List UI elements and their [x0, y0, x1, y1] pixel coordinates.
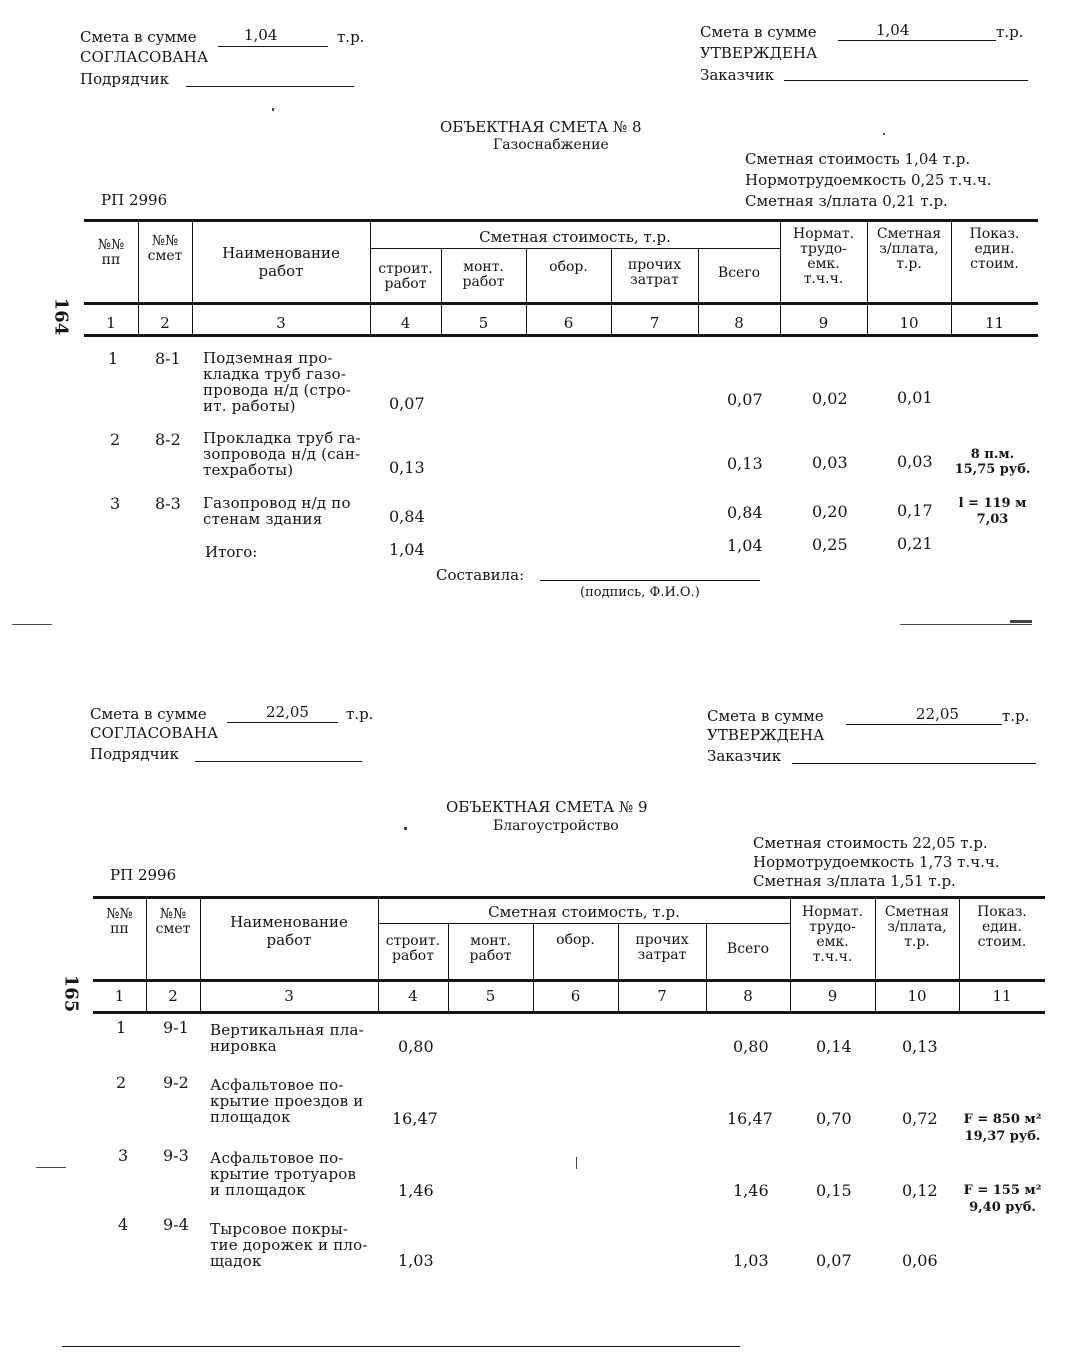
row-work-name: Асфальтовое по- крытие тротуаров и площадок [210, 1149, 357, 1199]
row-construction-cost: 16,47 [392, 1109, 438, 1128]
row-index: 1 [108, 349, 119, 368]
header-row-number: №№ пп [106, 906, 133, 937]
row-labor: 0,07 [816, 1251, 852, 1270]
row-construction-cost: 1,03 [398, 1251, 434, 1270]
approval-left [80, 29, 197, 46]
approval-right-amount: 1,04 [876, 21, 910, 39]
col-number: 1 [114, 987, 125, 1005]
row-index: 2 [110, 430, 121, 449]
table-top-rule [84, 219, 1038, 222]
project-code: РП 2996 [101, 191, 168, 209]
col-number: 7 [657, 987, 667, 1005]
row-unit-qty: 8 п.м. [970, 447, 1015, 462]
row-wages: 0,17 [897, 501, 933, 520]
page-bottom-rule [62, 1346, 740, 1347]
row-wages: 0,01 [897, 388, 933, 407]
row-construction-cost: 0,07 [389, 394, 425, 413]
col-number: 4 [408, 987, 418, 1005]
header-estimate-number: №№ смет [147, 233, 183, 264]
header-total: Всего [726, 941, 770, 957]
signature-line [792, 763, 1036, 764]
scan-artifact [900, 624, 1032, 625]
row-labor: 0,03 [812, 453, 848, 472]
summary-labor: Нормотрудоемкость 1,73 т.ч.ч. [753, 853, 1000, 871]
approval-left-amount: 1,04 [244, 26, 278, 44]
summary-labor: Нормотрудоемкость 0,25 т.ч.ч. [745, 171, 992, 189]
scan-artifact [12, 624, 52, 625]
row-labor: 0,20 [812, 502, 848, 521]
approval-right-party: Заказчик [700, 66, 775, 84]
col-number: 10 [907, 987, 927, 1005]
group-rule [378, 923, 790, 924]
header-rule [84, 302, 1038, 305]
row-work-name: Подземная про- кладка труб газо- провода н/д (стро- ит. работы) [203, 349, 351, 415]
row-unit-price: 9,40 руб. [969, 1200, 1036, 1215]
row-index: 3 [110, 494, 121, 513]
scan-artifact [576, 1157, 577, 1169]
col-number: 4 [400, 314, 411, 332]
total-labor: 0,25 [812, 535, 848, 554]
approval-left-label: Смета в сумме [80, 28, 197, 46]
header-work-name: Наименование работ [230, 913, 348, 949]
row-wages: 0,03 [897, 452, 933, 471]
row-index: 1 [116, 1018, 127, 1037]
row-labor: 0,14 [816, 1037, 852, 1056]
header-other: прочих затрат [635, 932, 689, 963]
approval-right-unit: т.р. [1002, 707, 1030, 725]
page-number: 164 [50, 297, 72, 336]
col-number: 1 [106, 314, 116, 332]
approval-left-party: Подрядчик [90, 745, 179, 763]
row-index: 3 [118, 1146, 129, 1165]
col-number: 6 [570, 987, 581, 1005]
row-labor: 0,70 [816, 1109, 852, 1128]
col-number: 9 [818, 314, 829, 332]
header-construction: строит. работ [385, 933, 441, 964]
row-construction-cost: 0,84 [389, 507, 425, 526]
approval-right-amount: 22,05 [916, 705, 959, 723]
col-number: 8 [743, 987, 753, 1005]
approval-left-status: СОГЛАСОВАНА [80, 48, 209, 66]
header-construction: строит. работ [378, 261, 433, 292]
col-number: 10 [899, 314, 919, 332]
summary-wages: Сметная з/плата 0,21 т.р. [745, 192, 948, 210]
total-cost: 1,04 [727, 536, 763, 555]
row-unit-price: 15,75 руб. [954, 462, 1031, 477]
total-construction-cost: 1,04 [389, 540, 425, 559]
row-wages: 0,72 [902, 1109, 938, 1128]
approval-left-unit: т.р. [337, 28, 365, 46]
col-number: 3 [276, 314, 286, 332]
row-wages: 0,12 [902, 1181, 938, 1200]
col-number: 3 [284, 987, 294, 1005]
header-equipment: обор. [549, 259, 588, 275]
approval-right-status: УТВЕРЖДЕНА [707, 726, 825, 744]
row-construction-cost: 0,13 [389, 458, 425, 477]
row-work-name: Тырсовое покры- тие дорожек и пло- щадок [210, 1220, 368, 1270]
summary-cost: Сметная стоимость 1,04 т.р. [745, 150, 971, 168]
header-labor: Нормат. трудо- емк. т.ч.ч. [801, 904, 864, 965]
row-unit-price: 7,03 [976, 512, 1009, 527]
row-estimate: 9-2 [163, 1073, 189, 1092]
signature-line [784, 80, 1028, 81]
row-work-name: Асфальтовое по- крытие проездов и площадок [210, 1076, 364, 1126]
col-number: 8 [734, 314, 744, 332]
summary-wages: Сметная з/плата 1,51 т.р. [753, 872, 956, 890]
row-total-cost: 0,07 [727, 390, 763, 409]
approval-left-label: Смета в сумме [90, 705, 207, 723]
scan-artifact [272, 108, 274, 111]
table-top-rule [93, 896, 1045, 899]
row-wages: 0,06 [902, 1251, 938, 1270]
header-labor: Нормат. трудо- емк. т.ч.ч. [792, 226, 855, 287]
approval-left-status: СОГЛАСОВАНА [90, 724, 219, 742]
scan-artifact [1010, 620, 1032, 623]
underline [218, 46, 328, 47]
col-number: 2 [168, 987, 178, 1005]
row-total-cost: 0,84 [727, 503, 763, 522]
header-wages: Сметная з/плата, т.р. [884, 904, 950, 950]
underline [227, 722, 338, 723]
number-rule [93, 1011, 1045, 1014]
underline [846, 724, 1002, 725]
scan-artifact [36, 1167, 66, 1168]
header-work-name: Наименование работ [222, 244, 340, 280]
group-rule [370, 248, 780, 249]
header-unit-cost: Показ. един. стоим. [977, 904, 1027, 950]
header-wages: Сметная з/плата, т.р. [876, 226, 942, 272]
header-total: Всего [717, 265, 761, 281]
scan-artifact [883, 133, 885, 135]
signature-line [540, 580, 760, 581]
row-index: 4 [118, 1215, 129, 1234]
approval-left-unit: т.р. [346, 705, 374, 723]
row-work-name: Вертикальная пла- нировка [210, 1021, 364, 1055]
approval-left-party: Подрядчик [80, 70, 169, 88]
compiled-by-label: Составила: [436, 566, 525, 584]
project-code: РП 2996 [110, 866, 177, 884]
approval-right-label: Смета в сумме [707, 707, 824, 725]
number-rule [84, 334, 1038, 337]
header-equipment: обор. [556, 932, 595, 948]
header-rule [93, 979, 1045, 982]
approval-right-party: Заказчик [707, 747, 782, 765]
col-number: 5 [478, 314, 489, 332]
row-estimate: 9-4 [163, 1215, 189, 1234]
row-estimate: 8-1 [155, 349, 181, 368]
row-total-cost: 1,03 [733, 1251, 769, 1270]
row-estimate: 8-2 [155, 430, 181, 449]
row-unit-qty: l = 119 м [958, 496, 1027, 511]
row-unit-price: 19,37 руб. [964, 1129, 1041, 1144]
estimate-title: ОБЪЕКТНАЯ СМЕТА № 9 [446, 798, 648, 816]
estimate-subtitle: Газоснабжение [493, 137, 609, 153]
summary-cost: Сметная стоимость 22,05 т.р. [753, 834, 988, 852]
row-construction-cost: 1,46 [398, 1181, 434, 1200]
row-index: 2 [116, 1073, 127, 1092]
signature-line [186, 86, 354, 87]
total-label: Итого: [205, 543, 258, 561]
row-estimate: 8-3 [155, 494, 181, 513]
row-wages: 0,13 [902, 1037, 938, 1056]
approval-right-label: Смета в сумме [700, 23, 817, 41]
col-number: 5 [485, 987, 496, 1005]
total-wages: 0,21 [897, 534, 933, 553]
row-estimate: 9-1 [163, 1018, 189, 1037]
estimate-title: ОБЪЕКТНАЯ СМЕТА № 8 [440, 118, 642, 136]
row-construction-cost: 0,80 [398, 1037, 434, 1056]
approval-left-amount: 22,05 [266, 703, 309, 721]
scan-artifact [404, 827, 407, 830]
col-number: 11 [984, 314, 1005, 332]
col-number: 9 [827, 987, 838, 1005]
signature-hint: (подпись, Ф.И.О.) [580, 585, 700, 600]
estimate-subtitle: Благоустройство [493, 818, 619, 834]
row-work-name: Газопровод н/д по стенам здания [203, 494, 351, 528]
col-number: 11 [992, 987, 1012, 1005]
row-total-cost: 0,80 [733, 1037, 769, 1056]
approval-right-unit: т.р. [996, 23, 1024, 41]
approval-right-status: УТВЕРЖДЕНА [700, 44, 818, 62]
row-unit-qty: F = 155 м² [963, 1183, 1042, 1198]
row-labor: 0,15 [816, 1181, 852, 1200]
page-number: 165 [60, 974, 82, 1013]
row-work-name: Прокладка труб га- зопровода н/д (сан- техработы) [203, 429, 361, 479]
signature-line [195, 761, 362, 762]
header-installation: монт. работ [469, 933, 512, 964]
col-number: 2 [160, 314, 170, 332]
header-unit-cost: Показ. един. стоим. [969, 226, 1020, 272]
underline [838, 40, 996, 41]
row-estimate: 9-3 [163, 1146, 189, 1165]
header-estimate-number: №№ смет [155, 906, 191, 937]
col-number: 6 [563, 314, 574, 332]
header-cost-group: Сметная стоимость, т.р. [488, 903, 680, 921]
header-cost-group: Сметная стоимость, т.р. [479, 228, 671, 246]
row-total-cost: 1,46 [733, 1181, 769, 1200]
header-other: прочих затрат [627, 257, 682, 288]
header-installation: монт. работ [462, 259, 505, 290]
header-row-number: №№ пп [97, 237, 125, 268]
row-labor: 0,02 [812, 389, 848, 408]
row-unit-qty: F = 850 м² [963, 1112, 1042, 1127]
row-total-cost: 16,47 [727, 1109, 773, 1128]
row-total-cost: 0,13 [727, 454, 763, 473]
col-number: 7 [649, 314, 660, 332]
